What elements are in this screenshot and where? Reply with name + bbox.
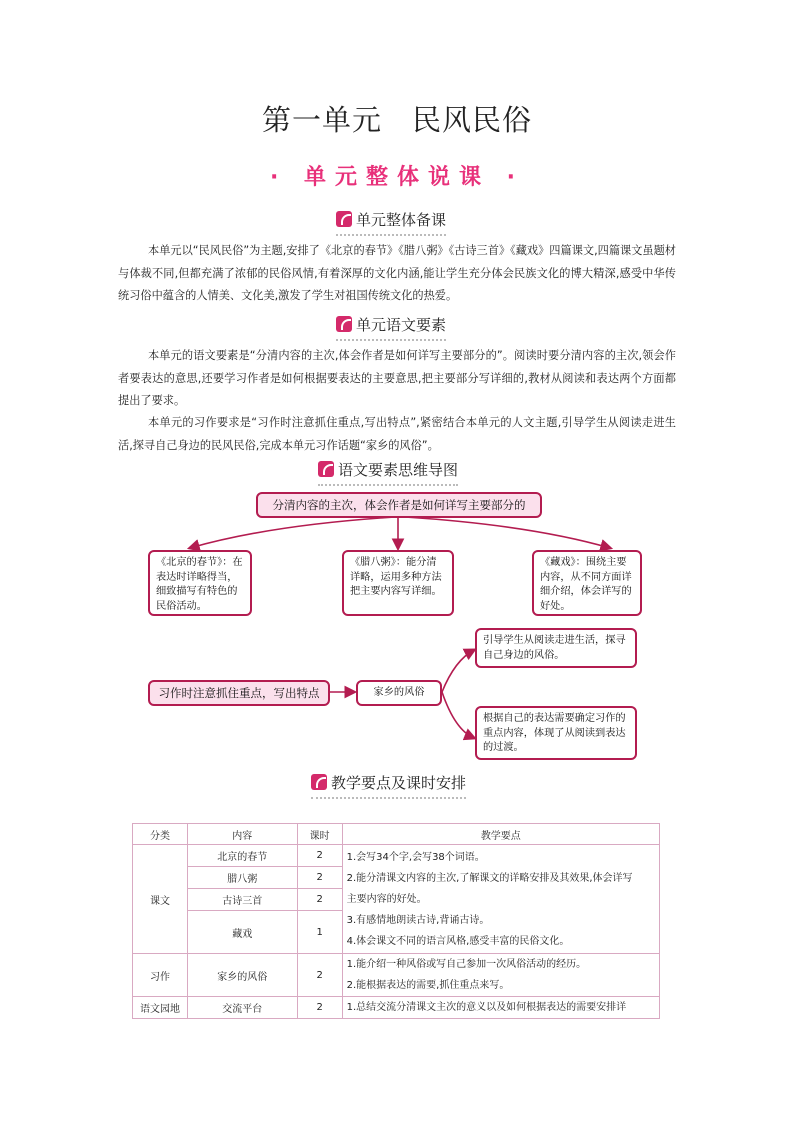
hours-cell: 2 <box>297 889 342 911</box>
hours-cell: 2 <box>297 867 342 889</box>
table-row <box>133 997 660 1019</box>
section-heading-teaching-points <box>311 770 466 799</box>
content-cell: 北京的春节 <box>187 845 297 867</box>
table-row <box>133 954 660 997</box>
table-header-row <box>133 824 660 845</box>
header-teaching-points: 教学要点 <box>342 824 659 845</box>
paragraph-unit-overview: 本单元以“民风民俗”为主题,安排了《北京的春节》《腊八粥》《古诗三首》《藏戏》四篇课文,四篇课文虽题材与体裁不同,但都充满了浓郁的民俗风情,有着深厚的文化内涵,能让学生充分体会民族文化的博大精深,感受中华传统习俗中蕴含的人情美、文化美,激发了学生对祖国传统文化的热爱。 <box>118 244 676 302</box>
header-category: 分类 <box>133 824 188 845</box>
connector-to-branch2 <box>442 692 474 738</box>
section-marker-icon <box>311 774 327 790</box>
content-cell: 藏戏 <box>187 911 297 954</box>
table-row <box>133 845 660 867</box>
paragraph-language-elements: 本单元的语文要素是“分清内容的主次,体会作者是如何详写主要部分的”。阅读时要分清内容的主次,领会作者要表达的意思,还要学习作者是如何根据要表达的主要意思,把主要部分写详细的,教材从阅读和表达两个方面都提出了要求。 <box>118 349 676 407</box>
header-hours: 课时 <box>297 824 342 845</box>
section-heading-text: 单元语文要素 <box>356 315 447 334</box>
teaching-point: 1.会写34个字,会写38个词语。 <box>346 851 485 863</box>
content-cell: 家乡的风俗 <box>187 954 297 997</box>
mindmap-branch-reading-to-life: 引导学生从阅读走进生活，探寻自己身边的风俗。 <box>475 628 637 668</box>
content-cell: 交流平台 <box>187 997 297 1019</box>
connector-to-branch1 <box>442 650 474 692</box>
teaching-point: 1.总结交流分清课文主次的意义以及如何根据表达的需要安排详 <box>346 1002 627 1013</box>
connector-to-left <box>190 517 395 548</box>
mindmap-box-tibetan-opera: 《藏戏》：围绕主要内容，从不同方面详细介绍，体会详写的好处。 <box>532 550 642 616</box>
content-cell: 腊八粥 <box>187 867 297 889</box>
section-heading-text: 语文要素思维导图 <box>338 460 459 479</box>
teaching-point: 2.能根据表达的需要,抓住重点来写。 <box>346 980 510 991</box>
section-heading-text: 单元整体备课 <box>356 210 447 229</box>
category-cell: 语文园地 <box>133 997 188 1019</box>
header-content: 内容 <box>187 824 297 845</box>
paragraph-writing-requirement: 本单元的习作要求是“习作时注意抓住重点,写出特点”,紧密结合本单元的人文主题,引导学生从阅读走进生活,探寻自己身边的民风民俗,完成本单元习作话题“家乡的风俗”。 <box>118 416 676 452</box>
mindmap-branch-reading-to-expression: 根据自己的表达需要确定习作的重点内容，体现了从阅读到表达的过渡。 <box>475 706 637 760</box>
hours-cell: 1 <box>297 911 342 954</box>
content-cell: 古诗三首 <box>187 889 297 911</box>
category-cell: 习作 <box>133 954 188 997</box>
points-cell <box>342 954 659 997</box>
connector-to-right <box>405 517 610 548</box>
category-cell: 课文 <box>133 845 188 954</box>
teaching-point: 3.有感情地朗读古诗,背诵古诗。 <box>346 914 490 926</box>
hours-cell: 2 <box>297 997 342 1019</box>
points-cell <box>342 845 659 954</box>
teaching-point: 2.能分清课文内容的主次,了解课文的详略安排及其效果,体会详写 <box>346 872 633 884</box>
page-subtitle: · 单元整体说课 · <box>269 165 525 190</box>
teaching-point: 4.体会课文不同的语言风格,感受丰富的民俗文化。 <box>346 935 570 947</box>
hours-cell: 2 <box>297 954 342 997</box>
section-heading-text: 教学要点及课时安排 <box>331 773 467 792</box>
hours-cell: 2 <box>297 845 342 867</box>
points-cell <box>342 997 659 1019</box>
teaching-point: 主要内容的好处。 <box>346 893 427 905</box>
mindmap-box-beijing-spring: 《北京的春节》：在表达时详略得当，细致描写有特色的民俗活动。 <box>148 550 252 616</box>
mindmap-box-laba-porridge: 《腊八粥》：能分清详略，运用多种方法把主要内容写详细。 <box>342 550 454 616</box>
page-title: 第一单元 民风民俗 <box>261 103 532 137</box>
mindmap-top-box: 分清内容的主次，体会作者是如何详写主要部分的 <box>256 492 542 518</box>
schedule-table <box>132 823 660 1019</box>
teaching-point: 1.能介绍一种风俗或写自己参加一次风俗活动的经历。 <box>346 959 587 970</box>
mindmap-hometown-box: 家乡的风俗 <box>356 680 442 706</box>
mindmap-writing-box: 习作时注意抓住重点，写出特点 <box>148 680 330 706</box>
